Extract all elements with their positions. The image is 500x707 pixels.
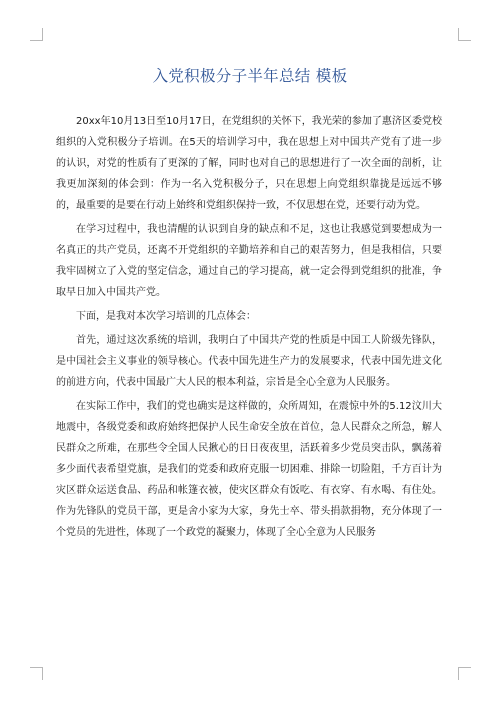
crop-mark-bottom-right (458, 667, 471, 680)
document-body (56, 111, 442, 546)
paragraph-1: 20xx年10月13日至10月17日，在党组织的关怀下，我光荣的参加了惠济区委党校组织的入党积极分子培训。在5天的培训学习中，我在思想上对中国共产党有了进一步的认识，对党的性质有了更深的了解，同时也对自己的思想进行了一次全面的剖析，让我更加深刻的体会到：作为一名入党积极分子，只在思想上向党组织靠拢是远远不够的，最重要的是要在行动上始终和党组织保持一致，不仅思想在党，还要行动为党。 (56, 116, 442, 211)
paragraph-5: 在实际工作中，我们的党也确实是这样做的，众所周知，在震惊中外的5.12汶川大地震中，各级党委和政府始终把保护人民生命安全放在首位，急人民群众之所急，解人民群众之所难，在那些令全国人民揪心的日日夜夜里，活跃着多少党员突击队，飘荡着多少面代表希望党旗，是我们的党委和政府克服一切困难、排除一切险阻，千方百计为灾区群众运送食品、药品和帐篷衣被，使灾区群众有饭吃、有衣穿、有水喝、有住处。作为先锋队的党员干部，更是舍小家为大家，身先士卒、带头捐款捐物，充分体现了一个党员的先进性，体现了一个政党的凝聚力，体现了全心全意为人民服务 (56, 401, 442, 538)
document-title: 入党积极分子半年总结 模板 (152, 67, 348, 85)
paragraph-2: 在学习过程中，我也清醒的认识到自身的缺点和不足，这也让我感觉到要想成为一名真正的共产党员，还离不开党组织的辛勤培养和自己的艰苦努力，但是我相信，只要我牢固树立了入党的坚定信念，通过自己的学习提高，就一定会得到党组织的批准，争取早日加入中国共产党。 (56, 224, 442, 298)
crop-mark-bottom-left (30, 667, 43, 680)
paragraph-3: 下面，是我对本次学习培训的几点体会： (76, 311, 256, 322)
crop-mark-top-left (30, 28, 43, 41)
paragraph-4: 首先，通过这次系统的培训，我明白了中国共产党的性质是中国工人阶级先锋队，是中国社会主义事业的领导核心。代表中国先进生产力的发展要求，代表中国先进文化的前进方向，代表中国最广大人民的根本利益，宗旨是全心全意为人民服务。 (56, 335, 442, 388)
crop-mark-top-right (458, 28, 471, 41)
